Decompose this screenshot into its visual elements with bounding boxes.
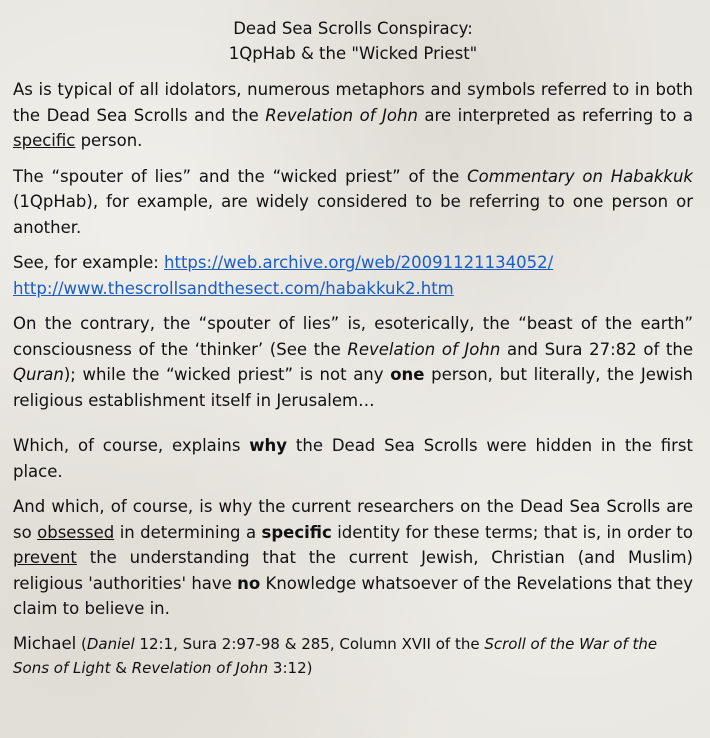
paragraph-spouter-of-lies bbox=[13, 164, 693, 241]
bold-specific: specific bbox=[261, 522, 332, 542]
text-run: Knowledge whatsoever of the Revelations that they claim to believe in. bbox=[13, 573, 694, 618]
paragraph-on-the-contrary bbox=[13, 311, 693, 413]
text-run: the understanding that the current Jewish, Christian (and Muslim) religious 'authorities' have bbox=[13, 548, 693, 593]
italic-revelation-of-john: Revelation of John bbox=[131, 658, 269, 677]
text-run: On the contrary, the “spouter of lies” is, esoterically, the “beast of the earth” consciousness of the ‘thinker’ (See the bbox=[13, 314, 693, 359]
signature-name: Michael bbox=[13, 633, 77, 653]
text-run: & bbox=[110, 658, 132, 677]
title-line-1: Dead Sea Scrolls Conspiracy: bbox=[233, 19, 473, 38]
italic-daniel: Daniel bbox=[86, 634, 135, 653]
text-run: 12:1, Sura 2:97-98 & 285, Column XVII of the bbox=[134, 634, 485, 653]
italic-commentary-on-habakkuk: Commentary on Habakkuk bbox=[467, 166, 693, 186]
text-run: are interpreted as referring to a bbox=[417, 105, 693, 125]
text-run: (1QpHab), for example, are widely considered to be referring to one person or another. bbox=[13, 192, 693, 237]
text-run: ( bbox=[76, 634, 87, 653]
italic-revelation-of-john: Revelation of John bbox=[347, 339, 501, 359]
archive-link[interactable]: https://web.archive.org/web/20091121134052/ bbox=[164, 253, 554, 272]
bold-why: why bbox=[249, 436, 288, 455]
habakkuk-link[interactable]: http://www.thescrollsandthesect.com/habakkuk2.htm bbox=[13, 278, 454, 298]
text-run: and Sura 27:82 of the bbox=[500, 339, 694, 359]
underline-prevent: prevent bbox=[13, 548, 77, 567]
text-run: The “spouter of lies” and the “wicked priest” of the bbox=[13, 166, 468, 186]
text-run: the Dead Sea Scrolls were hidden in the first place. bbox=[13, 436, 693, 481]
text-run: identity for these terms; that is, in order to bbox=[331, 522, 693, 542]
italic-revelation-of-john: Revelation of John bbox=[265, 105, 418, 125]
text-run: person, but literally, the Jewish religious establishment itself in Jerusalem… bbox=[13, 365, 693, 410]
underline-specific: specific bbox=[13, 131, 76, 150]
text-run: ); while the “wicked priest” is not any bbox=[63, 365, 391, 384]
text-run: in determining a bbox=[114, 522, 262, 542]
text-run: 3:12) bbox=[268, 658, 313, 677]
underline-obsessed: obsessed bbox=[37, 522, 115, 542]
paragraph-see-links bbox=[13, 250, 693, 301]
bold-one: one bbox=[390, 365, 425, 384]
text-run: person. bbox=[75, 131, 143, 150]
italic-scroll-of-the-war: Scroll of the War of the Sons of Light bbox=[13, 634, 658, 677]
italic-quran: Quran bbox=[13, 365, 64, 384]
paragraph-which-explains bbox=[13, 433, 693, 484]
signature bbox=[13, 632, 693, 680]
bold-no: no bbox=[237, 573, 261, 593]
text-run: As is typical of all idolators, numerous metaphors and symbols referred to in both the Dead Sea Scrolls and the bbox=[13, 80, 693, 125]
paragraph-idolators bbox=[13, 77, 693, 154]
text-run: And which, of course, is why the current researchers on the Dead Sea Scrolls are so bbox=[13, 497, 693, 542]
text-run: See, for example: bbox=[13, 253, 165, 272]
signature-references bbox=[13, 635, 657, 677]
title-line-2: 1QpHab & the "Wicked Priest" bbox=[228, 44, 478, 63]
text-run: Which, of course, explains bbox=[13, 436, 250, 455]
page-title bbox=[13, 16, 693, 66]
paragraph-researchers bbox=[13, 494, 693, 622]
